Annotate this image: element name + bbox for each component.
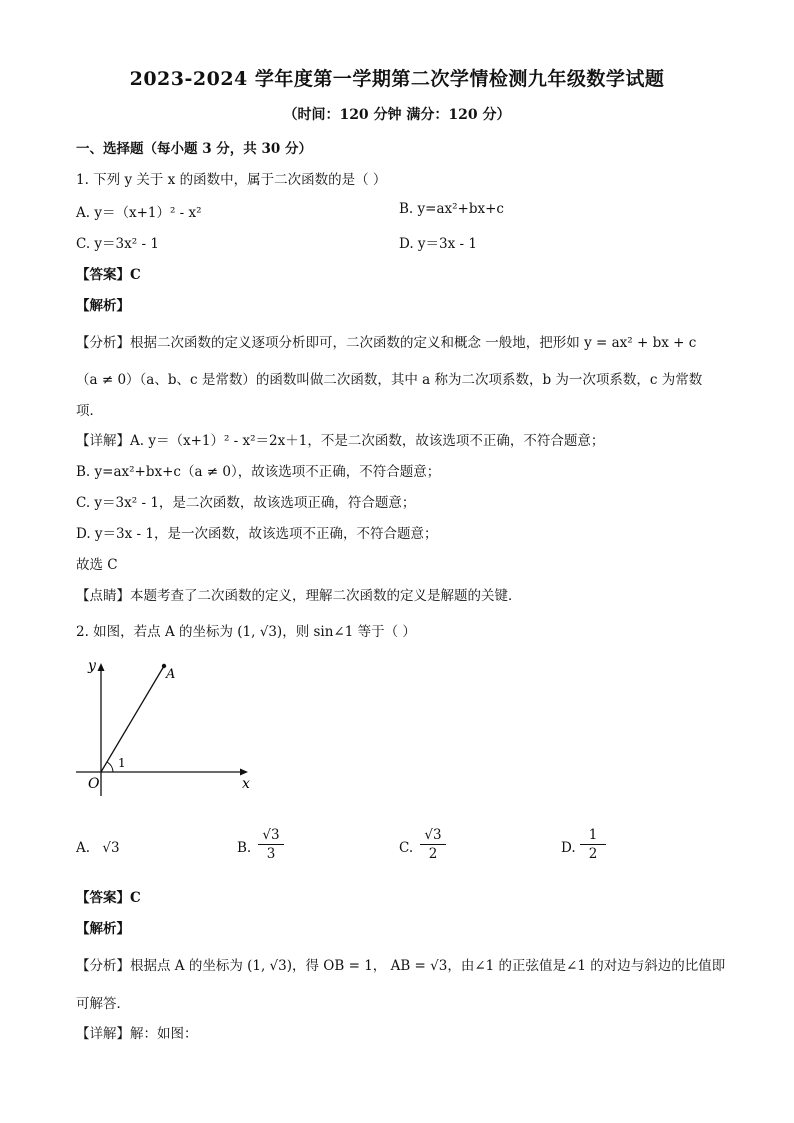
q2-option-a <box>76 840 120 856</box>
segment-oa <box>101 666 164 772</box>
q2-option-a-value: √3 <box>102 840 120 856</box>
q2-stem: 2. 如图，若点 A 的坐标为 (1, √3)，则 sin∠1 等于（ ） <box>76 624 416 640</box>
q2-option-b-fraction <box>258 827 284 862</box>
q2-option-b-numerator: √3 <box>262 827 280 843</box>
page-title: 2023-2024 学年度第一学期第二次学情检测九年级数学试题 <box>129 68 665 90</box>
q1-choice: 故选 C <box>76 557 118 573</box>
x-axis-label: x <box>242 776 250 792</box>
q2-option-a-letter: A. <box>76 840 91 856</box>
x-axis-arrow-icon <box>240 769 248 776</box>
q1-option-c: C. y＝3x² - 1 <box>76 236 159 252</box>
q2-option-d-letter: D. <box>561 840 576 856</box>
q1-option-b: B. y=ax²+bx+c <box>399 201 504 217</box>
q2-option-b-denominator: 3 <box>266 846 276 862</box>
section-heading: 一、选择题（每小题 3 分，共 30 分） <box>76 141 312 157</box>
q1-answer: 【答案】C <box>76 267 141 283</box>
q2-coordinate-figure <box>70 650 270 800</box>
y-axis-label: y <box>88 658 96 674</box>
q2-option-d-fraction <box>580 827 606 862</box>
angle-1-arc <box>107 762 113 772</box>
q2-analysis-tag: 【解析】 <box>76 921 130 937</box>
q2-analysis-line-1: 【分析】根据点 A 的坐标为 (1, √3)，得 OB = 1， AB = √3，由∠1 的正弦值是∠1 的对边与斜边的比值即 <box>76 958 726 974</box>
q1-option-a: A. y＝（x+1）² - x² <box>76 205 202 221</box>
q1-analysis-line-1: 【分析】根据二次函数的定义逐项分析即可，二次函数的定义和概念 一般地，把形如 y = ax² + bx + c <box>76 335 697 351</box>
q1-detail-line-1: 【详解】A. y＝（x+1）² - x²＝2x＋1，不是二次函数，故该选项不正确，不符合题意； <box>76 433 605 449</box>
q2-option-d-denominator: 2 <box>588 846 598 862</box>
q1-detail-line-2: B. y=ax²+bx+c（a ≠ 0），故该选项不正确，不符合题意； <box>76 464 441 480</box>
y-axis-arrow-icon <box>98 663 105 671</box>
q1-analysis-line-2: （a ≠ 0）（a、b、c 是常数）的函数叫做二次函数，其中 a 称为二次项系数，b 为一次项系数，c 为常数 <box>76 372 703 388</box>
q2-option-b-letter: B. <box>237 840 252 856</box>
origin-label: O <box>88 776 100 792</box>
point-a-label: A <box>166 667 176 682</box>
angle-1-label: 1 <box>118 756 126 770</box>
q2-option-c-numerator: √3 <box>424 827 442 843</box>
q1-detail-line-4: D. y＝3x - 1，是一次函数，故该选项不正确，不符合题意； <box>76 526 438 542</box>
q2-option-c-fraction <box>420 827 446 862</box>
q2-detail-line-1: 【详解】解：如图： <box>76 1026 198 1042</box>
q1-analysis-tag: 【解析】 <box>76 298 130 314</box>
q2-option-d-numerator: 1 <box>588 827 598 843</box>
q1-comment: 【点睛】本题考查了二次函数的定义，理解二次函数的定义是解题的关键． <box>76 588 522 604</box>
q1-detail-line-3: C. y＝3x² - 1，是二次函数，故该选项正确，符合题意； <box>76 495 416 511</box>
q1-stem: 1. 下列 y 关于 x 的函数中，属于二次函数的是（ ） <box>76 172 387 188</box>
q2-analysis-line-2: 可解答． <box>76 996 130 1012</box>
q1-analysis-line-3: 项． <box>76 403 103 419</box>
q1-option-d: D. y＝3x - 1 <box>399 236 477 252</box>
exam-info: （时间：120 分钟 满分：120 分） <box>283 107 511 123</box>
q2-option-c-denominator: 2 <box>428 846 438 862</box>
q2-option-c-letter: C. <box>399 840 414 856</box>
q2-answer: 【答案】C <box>76 890 141 906</box>
